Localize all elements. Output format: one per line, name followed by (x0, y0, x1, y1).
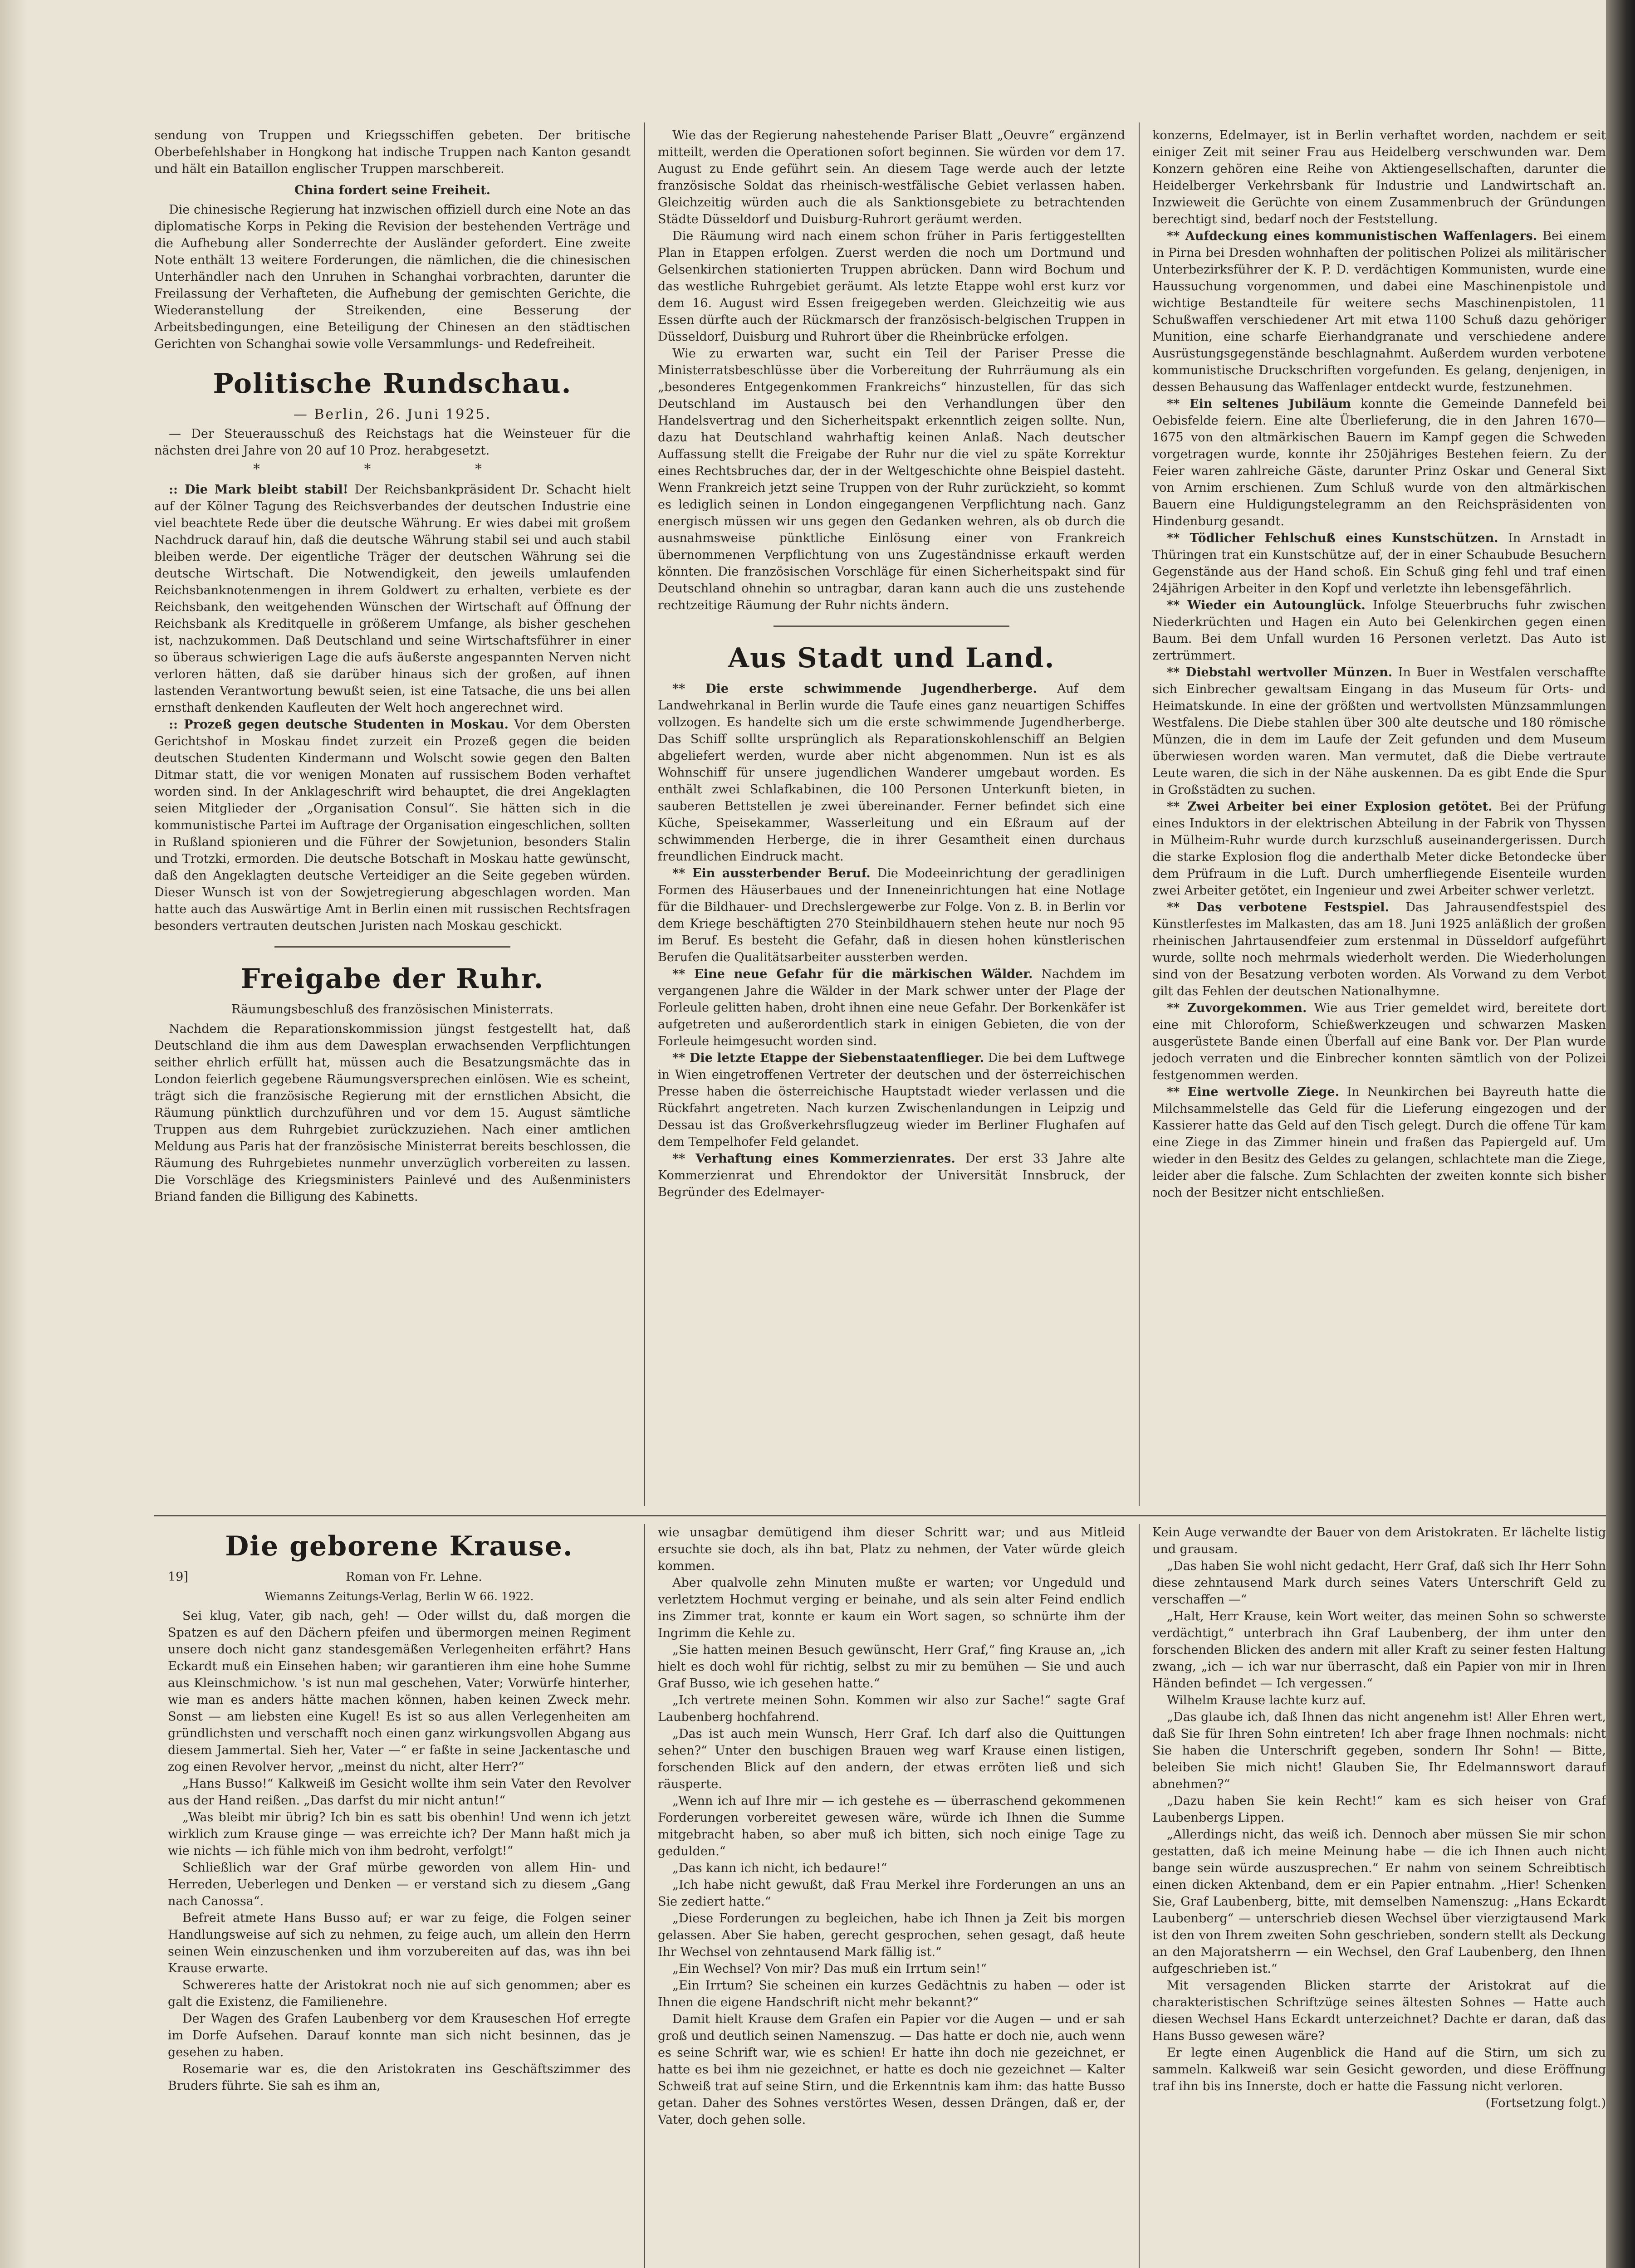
separator-rule (274, 946, 510, 948)
article-text: Der Reichsbankpräsident Dr. Schacht hielt auf der Kölner Tagung des Reichsverbandes der deutschen Industrie eine viel beachtete Rede über die deutsche Währung. Er wies dabei mit großem Nachdruck darauf hin, daß die deutsche Währung stabil sei und auch stabil bleiben werde. Der eigentliche Träger der deutschen Währung sei die deutsche Wirtschaft. Die Notwendigkeit, den jeweils umlaufenden Reichsbanknotenmengen in ihrem Goldwert zu erhalten, verbiete es der Reichsbank, den weitgehenden Wünschen der Wirtschaft auf Öffnung der Reichsbank als Kreditquelle in größerem Umfange, als bisher geschehen ist, nachzukommen. Daß Deutschland und seine Wirtschaftsführer in einer so überaus schwierigen Lage die aufs äußerste angespannten Nerven nicht verloren hätten, daß sie darüber hinaus sich der großen, auf ihnen lastenden Verantwortung bewußt seien, ist eine Tatsache, die uns bei allen ernsthaft denkenden Kaufleuten der Welt hoch angerechnet wird. (154, 483, 631, 715)
column-rule (1139, 122, 1140, 1506)
novel-paragraph: „Was bleibt mir übrig? Ich bin es satt bis obenhin! Und wenn ich jetzt wirklich zum Krause ginge — was erreichte ich? Der Mann haßt mich ja wie nichts — ich fühle mich von ihm bedroht, verfolgt!“ (168, 1810, 631, 1858)
article-subtitle: Räumungsbeschluß des französischen Ministerrats. (231, 1002, 553, 1017)
column-rule (1139, 1524, 1140, 2268)
article-heading: ** Das verbotene Festspiel. (1167, 900, 1389, 914)
article-text: Wie das der Regierung nahestehende Pariser Blatt „Oeuvre“ ergänzend mitteilt, werden die Operationen sofort beginnen. Sie würden vor dem 17. August zu Ende geführt sein. An diesem Tage werde auch der letzte französische Soldat das rheinisch-westfälische Gebiet verlassen haben. Gleichzeitig würden auch die als Sanktionsgebiete zu betrachtenden Städte Düsseldorf und Duisburg-Ruhrort geräumt werden. (658, 128, 1125, 226)
novel-column-2 (658, 1524, 1125, 2268)
novel-byline: Roman von Fr. Lehne. (346, 1570, 482, 1584)
novel-paragraph: „Das kann ich nicht, ich bedaure!“ (672, 1861, 887, 1875)
article-text: Bei einem in Pirna bei Dresden wohnhaften der politischen Polizei als militärischer Unterbezirksführer der K. P. D. verdächtigen Kommunisten, wurde eine Haussuchung vorgenommen, und dabei eine Maschinenpistole und wichtige Bestandteile für weitere sechs Maschinenpistolen, 11 Schußwaffen verschiedener Art mit etwa 1100 Schuß dazu gehöriger Munition, eine scharfe Eierhandgranate und verschiedene andere Ausrüstungsgegenstände beschlagnahmt. Außerdem wurden verbotene kommunistische Druckschriften vorgefunden. Es gelang, denjenigen, in dessen Behausung das Waffenlager entdeckt wurde, festzunehmen. (1152, 229, 1606, 394)
novel-paragraph: „Ein Wechsel? Von mir? Das muß ein Irrtum sein!“ (672, 1962, 987, 1976)
column-politics (154, 127, 631, 1506)
article-heading: China fordert seine Freiheit. (294, 183, 491, 197)
novel-paragraph: Der Wagen des Grafen Laubenberg vor dem Krauseschen Hof erregte im Dorfe Aufsehen. Darauf konnte man sich nicht besinnen, das je gesehen zu haben. (168, 2012, 631, 2059)
section-title: Aus Stadt und Land. (728, 642, 1055, 674)
novel-paragraph: „Das glaube ich, daß Ihnen das nicht angenehm ist! Aller Ehren wert, daß Sie für Ihren Sohn eintreten! Ich aber frage Ihnen nochmals: nicht Sie haben die Unterschrift gegeben, sondern Ihr Sohn! — Bitte, beleiben Sie mich nicht! Glauben Sie, Ihr Edelmannswort darauf abnehmen?“ (1152, 1710, 1606, 1791)
binding-shadow (0, 0, 27, 2268)
article-heading: ** Eine neue Gefahr für die märkischen Wälder. (672, 967, 1033, 981)
publisher-line: Wiemanns Zeitungs-Verlag, Berlin W 66. 1922. (264, 1590, 534, 1603)
article-heading: ** Verhaftung eines Kommerzienrates. (672, 1152, 955, 1166)
novel-paragraph: „Dazu haben Sie kein Recht!“ kam es sich heiser von Graf Laubenbergs Lippen. (1152, 1794, 1606, 1825)
column-rule (644, 122, 645, 1506)
article-heading: ** Zuvorgekommen. (1167, 1001, 1307, 1015)
novel-paragraph: Befreit atmete Hans Busso auf; er war zu feige, die Folgen seiner Handlungsweise auf sich zu nehmen, zu feige auch, um allein den Herrn seinen Wein einzuschenken und ihm vorzubereiten auf das, was ihn bei Krause erwarte. (168, 1911, 631, 1975)
article-text: Das Jahrausendfestspiel des Künstlerfestes im Malkasten, das am 18. Juni 1925 anläßlich der großen rheinischen Jahrtausendfeier zum erstenmal in Düsseldorf aufgeführt wurde, sollte noch mehrmals wiederholt werden. Die Wiederholungen sind von der Besatzung verboten worden. Als Vorwand zu dem Verbot gilt das Fehlen der deutschen Nationalhymne. (1152, 900, 1606, 998)
separator-rule (773, 626, 1009, 627)
novel-paragraph: Wilhelm Krause lachte kurz auf. (1167, 1693, 1366, 1707)
novel-paragraph: Er legte einen Augenblick die Hand auf die Stirn, um sich zu sammeln. Kalkweiß war sein Gesicht geworden, und diese Eröffnung traf ihn bis ins Innerste, doch er hatte die Fassung nicht verloren. (1152, 2046, 1606, 2093)
article-text: In Arnstadt in Thüringen trat ein Kunstschütze auf, der in einer Schaubude Besuchern Gegenstände aus der Hand schoß. Ein Schuß ging fehl und traf einen 24jährigen Arbeiter in den Kopf und verletzte ihn lebensgefährlich. (1152, 531, 1606, 596)
dateline: — Berlin, 26. Juni 1925. (293, 406, 492, 422)
novel-paragraph: „Ich habe nicht gewußt, daß Frau Merkel ihre Forderungen an uns an Sie zediert hatte.“ (658, 1878, 1125, 1909)
novel-paragraph: „Allerdings nicht, das weiß ich. Dennoch aber müssen Sie mir schon gestatten, daß ich meine Meinung habe — die ich Ihnen auch nicht bange sein würde auszusprechen.“ Er nahm von seinem Schreibtisch einen dicken Aktenband, dem er ein Papier entnahm. „Hier! Schenken Sie, Graf Laubenberg, bitte, mit demselben Namenszug: „Hans Eckardt Laubenberg“ — unterschrieb diesen Wechsel über vierzigtausend Mark ist den von Ihrem zweiten Sohn geschrieben, sondern stellt als Deckung an den Majoratsherrn — ein Wechsel, den Graf Laubenberg, den Ihnen aufgeschrieben ist.“ (1152, 1828, 1606, 1976)
novel-paragraph: Aber qualvolle zehn Minuten mußte er warten; vor Ungeduld und verletztem Hochmut verging er beinahe, und als sein alter Feind endlich ins Zimmer trat, konnte er kaum ein Wort sagen, so schnürte ihm der Ingrimm die Kehle zu. (658, 1576, 1125, 1640)
novel-paragraph: „Hans Busso!“ Kalkweiß im Gesicht wollte ihm sein Vater den Revolver aus der Hand reißen. „Das darfst du mir nicht antun!“ (168, 1777, 631, 1808)
article-text: Die Modeeinrichtung der geradlinigen Formen des Häuserbaues und der Inneneinrichtungen hat eine Notlage für die Bildhauer- und Drechslergewerbe zur Folge. Von z. B. in Berlin vor dem Kriege beschäftigten 270 Steinbildhauern stehen heute nur noch 95 im Beruf. Es besteht die Gefahr, daß in diesen hohen künstlerischen Berufen die Qualitätsarbeiter aussterben werden. (658, 866, 1125, 964)
article-heading: ** Wieder ein Autounglück. (1167, 598, 1366, 612)
column-news (1152, 127, 1606, 1506)
novel-paragraph: Damit hielt Krause dem Grafen ein Papier vor die Augen — und er sah groß und deutlich seinen Namenszug. — Das hatte er doch nie, auch wenn es seine Schrift war, wie es schien! Er hatte ihn doch nie gezeichnet, er hatte es bei ihm nie gezeichnet, er hatte es doch nie gezeichnet — Kalter Schweiß trat auf seine Stirn, und die Erkenntnis kam ihm: das hatte Busso getan. Daher des Sohnes verstörtes Wesen, dessen Drängen, daß er, der Vater, doch gehen solle. (658, 2012, 1125, 2127)
article-text: Auf dem Landwehrkanal in Berlin wurde die Taufe eines ganz neuartigen Schiffes vollzogen. Es handelte sich um die erste schwimmende Jugendherberge. Das Schiff sollte ursprünglich als Reparationskohlenschiff an Belgien abgeliefert werden, wurde aber nicht abgenommen. Nun ist es als Wohnschiff für unsere jugendlichen Wanderer umgebaut worden. Es enthält zwei Schlafkabinen, die 100 Personen Unterkunft bieten, in sauberen Bettstellen je zwei übereinander. Ferner befindet sich eine Küche, Speisekammer, Wasserleitung und ein Eßraum auf der schwimmenden Herberge, die in ihrer Gesamtheit einen durchaus freundlichen Eindruck macht. (658, 682, 1125, 864)
continued-note: (Fortsetzung folgt.) (1485, 2096, 1606, 2110)
novel-paragraph: „Das ist auch mein Wunsch, Herr Graf. Ich darf also die Quittungen sehen?“ Unter den buschigen Brauen weg warf Krause einen listigen, forschenden Blick auf den andern, der etwas erröten ließ und sich räusperte. (658, 1727, 1125, 1791)
article-text: Bei der Prüfung eines Induktors in der elektrischen Abteilung in der Fabrik von Thyssen in Mülheim-Ruhr wurde durch kurzschluß auseinandergerissen. Durch die starke Explosion flog die anderthalb Meter dicke Betondecke über dem Prüfraum in die Luft. Durch umherfliegende Eisenteile wurden zwei Arbeiter getötet, ein Ingenieur und zwei Arbeiter schwer verletzt. (1152, 800, 1606, 898)
novel-paragraph: „Ein Irrtum? Sie scheinen ein kurzes Gedächtnis zu haben — oder ist Ihnen die eigene Handschrift nicht mehr bekannt?“ (658, 1979, 1125, 2009)
novel-column-1 (168, 1524, 631, 2268)
article-heading: ** Diebstahl wertvoller Münzen. (1167, 665, 1393, 679)
article-text: Der erst 33 Jahre alte Kommerzienrat und Ehrendoktor der Universität Innsbruck, der Begründer des Edelmayer- (658, 1152, 1125, 1199)
article-text: Die Räumung wird nach einem schon früher in Paris fertiggestellten Plan in Etappen erfolgen. Zuerst werden die noch um Dortmund und Gelsenkirchen stationierten Truppen abrücken. Dann wird Bochum und das westliche Ruhrgebiet geräumt. Als letzte Etappe wohl erst kurz vor dem 16. August wird Essen freigegeben werden. Gleichzeitig wie aus Essen dürfte auch der Rückmarsch der französisch-belgischen Truppen in Düsseldorf, Duisburg und Ruhrort über die Rheinbrücke erfolgen. (658, 229, 1125, 344)
novel-paragraph: „Halt, Herr Krause, kein Wort weiter, das meinen Sohn so schwerste verdächtigt,“ unterbrach ihn Graf Laubenberg, der ihm unter den forschenden Blicken des andern mit aller Kraft zu seiner festen Haltung zwang, „ich — ich war nur überrascht, daß ein Papier von mir in Ihren Händen befindet — Ich vergessen.“ (1152, 1609, 1606, 1691)
article-text: Nachdem im vergangenen Jahre die Wälder in der Mark schwer unter der Plage der Forleule gelitten haben, droht ihnen eine neue Gefahr. Der Borkenkäfer ist aufgetreten und außerordentlich stark in einigen Gebieten, die von der Forleule heimgesucht worden sind. (658, 967, 1125, 1048)
article-text: Vor dem Obersten Gerichtshof in Moskau findet zurzeit ein Prozeß gegen die beiden deutschen Studenten Kindermann und Wolscht sowie gegen den Balten Ditmar statt, die vor wenigen Monaten auf russischem Boden verhaftet worden sind. In der Anklageschrift wird behauptet, die drei Angeklagten seien Mitglieder der „Organisation Consul“. Sie hätten sich in die kommunistische Partei im Auftrage der Organisation eingeschlichen, sollten in Rußland spionieren und die Führer der Sowjetunion, besonders Stalin und Trotzki, ermorden. Die deutsche Botschaft in Moskau hatte gewünscht, daß den Angeklagten deutsche Verteidiger an die Seite gegeben würden. Dieser Wunsch ist von der Sowjetregierung abgeschlagen worden. Man hatte auch das Auswärtige Amt in Berlin einen mit russischen Rechtsfragen besonders vertrauten deutschen Juristen nach Moskau geschickt. (154, 718, 631, 933)
article-text: sendung von Truppen und Kriegsschiffen gebeten. Der britische Oberbefehlshaber in Hongkong hat indische Truppen nach Kanton gesandt und hält ein Bataillon englischer Truppen marschbereit. (154, 128, 631, 176)
column-rule (644, 1524, 645, 2268)
article-heading: ** Die letzte Etappe der Siebenstaatenflieger. (672, 1051, 984, 1065)
article-heading: ** Zwei Arbeiter bei einer Explosion getötet. (1167, 800, 1493, 814)
article-text: In Buer in Westfalen verschaffte sich Einbrecher gewaltsam Eingang in das Museum für Orts- und Heimatskunde. In eine der größten und wertvollsten Münzsammlungen Westfalens. Die Diebe stahlen über 300 alte deutsche und 180 römische Münzen, die in dem im Laufe der Zeit gefunden und dem Museum überwiesen worden waren. Man vermutet, daß die Diebe vertraute Leute waren, die sich in der Nähe auskennen. Da es gibt Ende die Spur in Großstädten zu suchen. (1152, 665, 1606, 797)
article-text: Wie zu erwarten war, sucht ein Teil der Pariser Presse die Ministerratsbeschlüsse über die Vorbereitung der Ruhrräumung als ein „besonderes Entgegenkommen Frankreichs“ hinzustellen, für das sich Deutschland im Austausch bei den Verhandlungen über den Handelsvertrag und den Sicherheitspakt erkenntlich zeigen sollte. Nun, dazu hat Deutschland wahrhaftig keinen Anlaß. Nach deutscher Auffassung stellt die Freigabe der Ruhr nur die viel zu späte Korrektur eines Rechtsbruches dar, der in der Weltgeschichte ohne Beispiel dasteht. Wenn Frankreich jetzt seine Truppen von der Ruhr zurückzieht, so kommt es lediglich seinen in London eingegangenen Verpflichtung nach. Ganz energisch müssen wir uns gegen den Gedanken wehren, als ob durch die ausnahmsweise pünktliche Einlösung einer von Frankreich übernommenen Verpflichtung von uns Zugeständnisse erkauft werden könnten. Die französischen Vorschläge für einen Sicherheitspakt sind für Deutschland ohnehin so untragbar, daran kann auch die uns zustehende rechtzeitige Räumung der Ruhr nichts ändern. (658, 347, 1125, 612)
novel-paragraph: „Das haben Sie wohl nicht gedacht, Herr Graf, daß sich Ihr Herr Sohn diese zehntausend Mark durch seines Vaters Unterschrift Geld zu verschaffen —“ (1152, 1559, 1606, 1607)
article-heading: ** Tödlicher Fehlschuß eines Kunstschützen. (1167, 531, 1498, 545)
article-heading: ** Die erste schwimmende Jugendherberge. (672, 682, 1037, 696)
article-text: Die bei dem Luftwege in Wien eingetroffenen Vertreter der deutschen und der österreichischen Presse haben die österreichische Hauptstadt wieder verlassen und die Rückfahrt angetreten. Nach kurzen Zwischenlandungen in Leipzig und Dessau ist das Großverkehrsflugzeug wieder im Berliner Flughafen auf dem Tempelhofer Feld gelandet. (658, 1051, 1125, 1149)
article-heading: ** Eine wertvolle Ziege. (1167, 1085, 1339, 1099)
novel-paragraph: „Diese Forderungen zu begleichen, habe ich Ihnen ja Zeit bis morgen gelassen. Aber Sie haben, gerecht gesprochen, sehen gesagt, daß heute Ihr Wechsel von zehntausend Mark fällig ist.“ (658, 1911, 1125, 1959)
column-ruhr-local (658, 127, 1125, 1506)
article-text: In Neunkirchen bei Bayreuth hatte die Milchsammelstelle das Geld für die Lieferung eingezogen und der Kassierer hatte das Geld auf den Tisch gelegt. Durch die offene Tür kam eine Ziege in das Zimmer hinein und fraßen das Papiergeld auf. Um wieder in den Besitz des Geldes zu gelangen, schlachtete man die Ziege, leider aber die falsche. Zum Schlachten der zweiten konnte sich bisher noch der Besitzer nicht entschließen. (1152, 1085, 1606, 1200)
novel-paragraph: Kein Auge verwandte der Bauer von dem Aristokraten. Er lächelte listig und grausam. (1152, 1525, 1606, 1556)
novel-paragraph: Rosemarie war es, die den Aristokraten ins Geschäftszimmer des Bruders führte. Sie sah es ihm an, (168, 2062, 631, 2093)
section-title: Politische Rundschau. (213, 368, 572, 400)
novel-paragraph: Sei klug, Vater, gib nach, geh! — Oder willst du, daß morgen die Spatzen es auf den Dächern pfeifen und übermorgen meinen Regiment unsere doch nicht ganz standesgemäßen Verlegenheiten erfährt? Hans Eckardt muß ein Einsehen haben; wir garantieren ihm eine hohe Summe aus Kleinschmichow. 's ist nun mal geschehen, Vater; Vorwürfe hinterher, wie man es anders hätte machen können, haben keinen Zweck mehr. Sonst — am liebsten eine Kugel! Es ist so aus allen Verlegenheiten am gründlichsten und verschafft noch einen ganz wirkungsvollen Abgang aus diesem Jammertal. Sieh her, Vater —“ er faßte in seine Jackentasche und zog einen Revolver hervor, „meinst du nicht, alter Herr?“ (168, 1609, 631, 1774)
article-heading: ** Ein aussterbender Beruf. (672, 866, 871, 880)
article-text: Nachdem die Reparationskommission jüngst festgestellt hat, daß Deutschland die ihm aus dem Dawesplan erwachsenden Verpflichtungen seither ehrlich erfüllt hat, müssen auch die Besatzungsmächte das in London feierlich gegebene Räumungsversprechen einlösen. Wie es scheint, trägt sich die französische Regierung mit der ernstlichen Absicht, die Räumung pünktlich durchzuführen und vor dem 15. August sämtliche Truppen aus dem Ruhrgebiet zurückzuziehen. Nach einer amtlichen Meldung aus Paris hat der französische Ministerrat bereits beschlossen, die Räumung des Ruhrgebietes nunmehr unverzüglich vorbereiten zu lassen. Die Vorschläge des Kriegsministers Painlevé und des Außenministers Briand fanden die Billigung des Kabinetts. (154, 1022, 631, 1204)
novel-title: Die geborene Krause. (225, 1530, 573, 1562)
novel-paragraph: wie unsagbar demütigend ihm dieser Schritt war; und aus Mitleid ersuchte sie doch, als ihn bat, Platz zu nehmen, der Vater würde gleich kommen. (658, 1525, 1125, 1573)
novel-column-3 (1152, 1524, 1606, 2268)
installment-number: 19] (168, 1570, 188, 1584)
article-heading: ** Ein seltenes Jubiläum (1167, 397, 1351, 411)
novel-paragraph: Mit versagenden Blicken starrte der Aristokrat auf die charakteristischen Schriftzüge seines ältesten Sohnes — Hatte auch diesen Wechsel Hans Eckardt unterzeichnet? Dachte er daran, daß das Hans Busso gewesen wäre? (1152, 1979, 1606, 2043)
separator-stars: * * * (253, 461, 532, 477)
novel-paragraph: „Ich vertrete meinen Sohn. Kommen wir also zur Sache!“ sagte Graf Laubenberg hochfahrend. (658, 1693, 1125, 1724)
article-text: Die chinesische Regierung hat inzwischen offiziell durch eine Note an das diplomatische Korps in Peking die Revision der bestehenden Verträge und die Aufhebung aller Sonderrechte der Ausländer gefordert. Eine zweite Note enthält 13 weitere Forderungen, die nämlichen, die die chinesischen Unterhändler nach den Unruhen in Schanghai vorbrachten, darunter die Freilassung der Verhafteten, die Aufhebung der gemischten Gerichte, die Wiederanstellung der Streikenden, eine Besserung der Arbeitsbedingungen, eine Beteiligung der Chinesen an den städtischen Gerichten von Schanghai sowie volle Versammlungs- und Redefreiheit. (154, 203, 631, 351)
article-text: konzerns, Edelmayer, ist in Berlin verhaftet worden, nachdem er seit einiger Zeit mit seiner Frau aus Heidelberg verschwunden war. Dem Konzern gehören eine Reihe von Aktiengesellschaften, darunter die Heidelberger Verkehrsbank für Industrie und Landwirtschaft an. Inzwieweit die Gerüchte von einem Zusammenbruch der Gründungen berechtigt sind, bedarf noch der Feststellung. (1152, 128, 1606, 226)
page-edge-shadow (1606, 0, 1635, 2268)
article-heading: ** Aufdeckung eines kommunistischen Waffenlagers. (1167, 229, 1537, 243)
feuilleton-rule (154, 1515, 1606, 1516)
article-text: Infolge Steuerbruchs fuhr zwischen Niederkrüchten und Hagen ein Auto bei Gelenkirchen gegen einen Baum. Bei dem Unfall wurden 16 Personen verletzt. Das Auto ist zertrümmert. (1152, 598, 1606, 663)
novel-paragraph: Schwereres hatte der Aristokrat noch nie auf sich genommen; aber es galt die Existenz, die Familienehre. (168, 1978, 631, 2009)
article-text: konnte die Gemeinde Dannefeld bei Oebisfelde feiern. Eine alte Überlieferung, die in den Jahren 1670—1675 von den altmärkischen Bauern im Kampf gegen die Schweden vorgetragen wurde, konnte ihr 250jähriges Bestehen feiern. Zu der Feier waren zahlreiche Gäste, darunter Prinz Oskar und General Sixt von Arnim erschienen. Zum Schluß wurde von den altmärkischen Bauern eine Huldigungstelegramm an den Reichspräsidenten von Hindenburg gesandt. (1152, 397, 1606, 528)
article-heading: :: Prozeß gegen deutsche Studenten in Moskau. (169, 718, 509, 732)
novel-paragraph: „Wenn ich auf Ihre mir — ich gestehe es — überraschend gekommenen Forderungen vorbereitet gewesen wäre, würde ich Ihnen die Summe mitgebracht haben, so aber muß ich bitten, sich noch einige Tage zu gedulden.“ (658, 1794, 1125, 1858)
section-title: Freigabe der Ruhr. (240, 963, 544, 995)
article-text: Wie aus Trier gemeldet wird, bereitete dort eine mit Chloroform, Schießwerkzeugen und schwarzen Masken ausgerüstete Bande einen Überfall auf eine Bank vor. Der Plan wurde jedoch verraten und die Einbrecher konnten sämtlich von der Polizei festgenommen werden. (1152, 1001, 1606, 1082)
article-heading: :: Die Mark bleibt stabil! (169, 483, 348, 497)
article-text: — Der Steuerausschuß des Reichstags hat die Weinsteuer für die nächsten drei Jahre von 20 auf 10 Proz. herabgesetzt. (154, 427, 631, 458)
novel-paragraph: Schließlich war der Graf mürbe geworden von allem Hin- und Herreden, Ueberlegen und Denken — er verstand sich zu diesem „Gang nach Canossa“. (168, 1861, 631, 1908)
novel-paragraph: „Sie hatten meinen Besuch gewünscht, Herr Graf,“ fing Krause an, „ich hielt es doch wohl für richtig, selbst zu mir zu bemühen — Sie und auch Graf Busso, wie ich gesehen hatte.“ (658, 1643, 1125, 1691)
